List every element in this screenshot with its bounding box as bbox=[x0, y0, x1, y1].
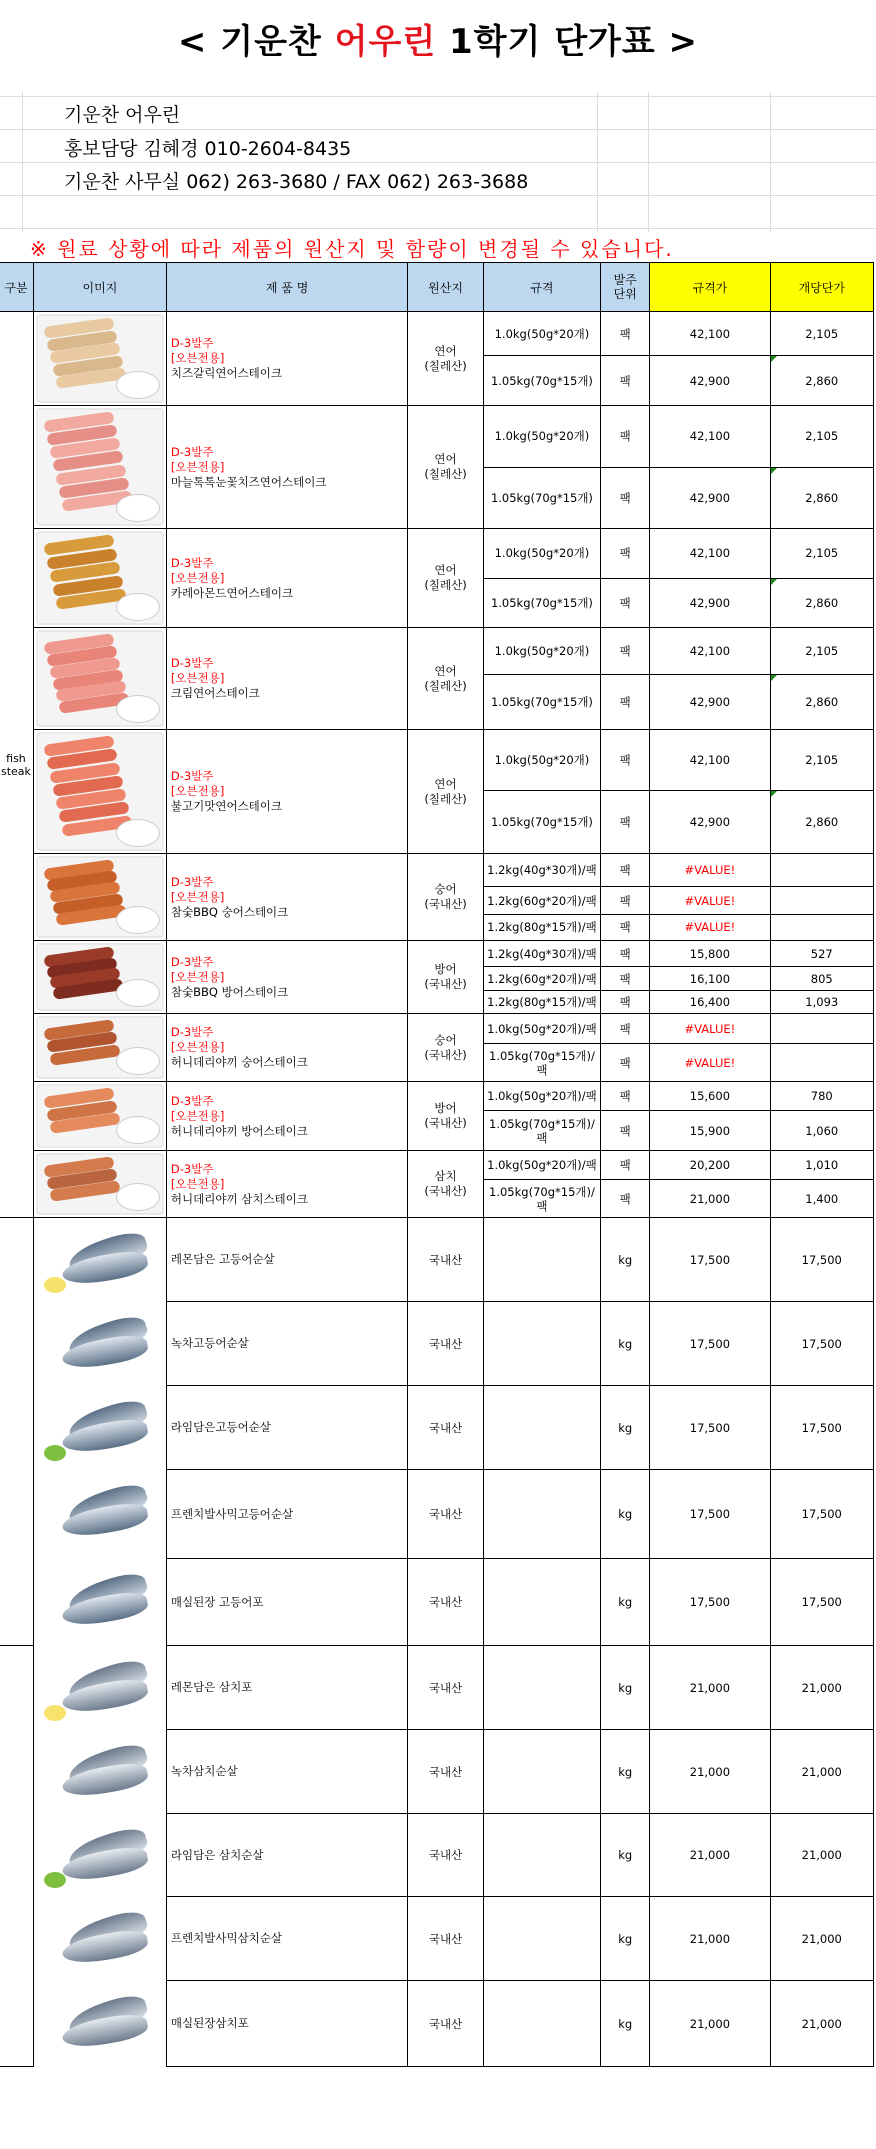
steak-tray-image bbox=[36, 732, 164, 851]
spec-price-cell: 42,900 bbox=[650, 675, 770, 730]
page-title: < 기운찬 어우린 1학기 단가표 > bbox=[177, 22, 699, 62]
spec-price-cell: 15,600 bbox=[650, 1082, 770, 1111]
product-title: 치즈갈릭연어스테이크 bbox=[170, 366, 283, 380]
order-deadline: D-3발주 bbox=[170, 954, 214, 969]
spec-cell: 1.05kg(70g*15개)/ 팩 bbox=[483, 1180, 600, 1218]
spec-price-cell: 17,500 bbox=[650, 1386, 770, 1470]
spec-price-cell: 17,500 bbox=[650, 1218, 770, 1302]
unit-price-cell: 527 bbox=[770, 941, 873, 967]
product-name: 프렌치발사믹삼치순살 bbox=[166, 1897, 407, 1981]
fish-fillet-image bbox=[38, 1649, 162, 1727]
oven-only-tag: [오븐전용] bbox=[170, 459, 225, 474]
spec-price-cell: 42,100 bbox=[650, 529, 770, 579]
origin-cell: 국내산 bbox=[408, 1730, 484, 1814]
spec-price-cell: 16,100 bbox=[650, 967, 770, 990]
unit-price-cell: 2,860 bbox=[770, 467, 873, 529]
fish-fillet-image bbox=[38, 1562, 162, 1643]
product-title: 불고기맛연어스테이크 bbox=[170, 799, 283, 813]
table-row bbox=[0, 1897, 874, 1981]
unit-cell: 팩 bbox=[601, 914, 650, 940]
spec-cell bbox=[483, 1646, 600, 1730]
unit-price-cell: 21,000 bbox=[770, 1814, 873, 1897]
product-title: 허니데리야끼 방어스테이크 bbox=[170, 1123, 308, 1138]
product-image bbox=[33, 1218, 166, 1302]
unit-cell: 팩 bbox=[601, 887, 650, 914]
spec-price-cell: 42,100 bbox=[650, 730, 770, 791]
steak-tray-image bbox=[36, 408, 164, 526]
spec-cell: 1.05kg(70g*15개) bbox=[483, 675, 600, 730]
unit-price-cell: 2,105 bbox=[770, 406, 873, 468]
oven-only-tag: [오븐전용] bbox=[170, 1176, 225, 1191]
oven-only-tag: [오븐전용] bbox=[170, 570, 225, 585]
spec-cell: 1.0kg(50g*20개)/팩 bbox=[483, 1082, 600, 1111]
spec-cell: 1.2kg(80g*15개)/팩 bbox=[483, 990, 600, 1013]
spec-cell: 1.2kg(40g*30개)/팩 bbox=[483, 854, 600, 887]
origin-cell: 연어 (칠레산) bbox=[408, 628, 484, 730]
table-row bbox=[0, 406, 874, 468]
origin-cell: 국내산 bbox=[408, 1218, 484, 1302]
spec-cell: 1.0kg(50g*20개) bbox=[483, 312, 600, 356]
origin-cell: 숭어 (국내산) bbox=[408, 1014, 484, 1082]
steak-tray-image bbox=[36, 630, 164, 727]
table-row bbox=[0, 854, 874, 887]
product-image bbox=[33, 1302, 166, 1386]
product-image bbox=[33, 1386, 166, 1470]
unit-cell: kg bbox=[601, 1814, 650, 1897]
table-row bbox=[0, 1981, 874, 2067]
product-name bbox=[166, 941, 407, 1014]
spec-price-cell: #VALUE! bbox=[650, 1044, 770, 1082]
product-name bbox=[166, 406, 407, 529]
order-deadline: D-3발주 bbox=[170, 874, 214, 889]
spec-price-cell: 17,500 bbox=[650, 1302, 770, 1386]
product-name: 레몬담은 고등어순살 bbox=[166, 1218, 407, 1302]
origin-cell: 국내산 bbox=[408, 1646, 484, 1730]
spec-price-cell: #VALUE! bbox=[650, 914, 770, 940]
spec-cell: 1.05kg(70g*15개)/ 팩 bbox=[483, 1111, 600, 1151]
spec-price-cell: 42,100 bbox=[650, 312, 770, 356]
origin-cell: 방어 (국내산) bbox=[408, 941, 484, 1014]
product-name: 녹차고등어순살 bbox=[166, 1302, 407, 1386]
spec-cell: 1.2kg(40g*30개)/팩 bbox=[483, 941, 600, 967]
unit-cell: 팩 bbox=[601, 1014, 650, 1044]
product-title: 카레아몬드연어스테이크 bbox=[170, 585, 294, 600]
product-name bbox=[166, 1151, 407, 1218]
spec-cell: 1.2kg(80g*15개)/팩 bbox=[483, 914, 600, 940]
spec-cell: 1.2kg(60g*20개)/팩 bbox=[483, 887, 600, 914]
unit-cell: 팩 bbox=[601, 356, 650, 406]
product-title: 마늘톡톡눈꽃치즈연어스테이크 bbox=[170, 474, 327, 489]
fish-fillet-image bbox=[38, 1473, 162, 1556]
header-image: 이미지 bbox=[33, 263, 166, 312]
table-row bbox=[0, 1814, 874, 1897]
table-row bbox=[0, 1218, 874, 1302]
product-name bbox=[166, 628, 407, 730]
unit-cell: 팩 bbox=[601, 628, 650, 675]
spec-price-cell: 17,500 bbox=[650, 1559, 770, 1646]
spec-price-cell: 42,900 bbox=[650, 791, 770, 854]
spec-price-cell: 15,900 bbox=[650, 1111, 770, 1151]
unit-cell: 팩 bbox=[601, 854, 650, 887]
product-name: 매실된장삼치포 bbox=[166, 1981, 407, 2067]
spec-cell: 1.0kg(50g*20개)/팩 bbox=[483, 1014, 600, 1044]
spec-cell: 1.0kg(50g*20개) bbox=[483, 406, 600, 468]
unit-price-cell: 17,500 bbox=[770, 1386, 873, 1470]
oven-only-tag: [오븐전용] bbox=[170, 671, 225, 685]
spec-cell: 1.0kg(50g*20개) bbox=[483, 529, 600, 579]
origin-cell: 국내산 bbox=[408, 1470, 484, 1559]
unit-cell: kg bbox=[601, 1386, 650, 1470]
origin-cell: 연어 (칠레산) bbox=[408, 406, 484, 529]
spec-cell: 1.05kg(70g*15개) bbox=[483, 791, 600, 854]
header-spec-price: 규격가 bbox=[650, 263, 770, 312]
order-deadline: D-3발주 bbox=[170, 336, 214, 350]
oven-only-tag: [오븐전용] bbox=[170, 784, 225, 798]
spec-price-cell: 21,000 bbox=[650, 1646, 770, 1730]
product-image bbox=[33, 854, 166, 941]
unit-cell: 팩 bbox=[601, 578, 650, 628]
spec-price-cell: 17,500 bbox=[650, 1470, 770, 1559]
price-table bbox=[0, 262, 874, 2067]
unit-price-cell: 1,400 bbox=[770, 1180, 873, 1218]
header-unit: 발주 단위 bbox=[601, 263, 650, 312]
product-image bbox=[33, 312, 166, 406]
product-title: 허니데리야끼 숭어스테이크 bbox=[170, 1055, 308, 1069]
unit-cell: 팩 bbox=[601, 1082, 650, 1111]
unit-price-cell bbox=[770, 887, 873, 914]
product-name: 라임담은 삼치순살 bbox=[166, 1814, 407, 1897]
unit-cell: kg bbox=[601, 1302, 650, 1386]
table-header-row bbox=[0, 263, 874, 312]
spec-price-cell: 15,800 bbox=[650, 941, 770, 967]
unit-price-cell: 1,060 bbox=[770, 1111, 873, 1151]
steak-tray-image bbox=[36, 943, 164, 1011]
unit-price-cell: 17,500 bbox=[770, 1470, 873, 1559]
category-cell bbox=[0, 1218, 33, 1646]
unit-price-cell: 1,010 bbox=[770, 1151, 873, 1180]
fish-fillet-image bbox=[38, 1984, 162, 2064]
fish-fillet-image bbox=[38, 1305, 162, 1383]
fish-fillet-image bbox=[38, 1389, 162, 1467]
spec-price-cell: 21,000 bbox=[650, 1814, 770, 1897]
spec-cell: 1.0kg(50g*20개) bbox=[483, 628, 600, 675]
product-title: 참숯BBQ 방어스테이크 bbox=[170, 984, 289, 999]
origin-cell: 삼치 (국내산) bbox=[408, 1151, 484, 1218]
spec-cell: 1.05kg(70g*15개) bbox=[483, 578, 600, 628]
oven-only-tag: [오븐전용] bbox=[170, 1108, 225, 1123]
product-image bbox=[33, 1559, 166, 1646]
product-image bbox=[33, 1730, 166, 1814]
spec-cell bbox=[483, 1470, 600, 1559]
unit-cell: 팩 bbox=[601, 1111, 650, 1151]
unit-cell: 팩 bbox=[601, 730, 650, 791]
unit-price-cell bbox=[770, 854, 873, 887]
unit-price-cell: 805 bbox=[770, 967, 873, 990]
spec-cell: 1.2kg(60g*20개)/팩 bbox=[483, 967, 600, 990]
product-image bbox=[33, 1646, 166, 1730]
spec-cell: 1.0kg(50g*20개) bbox=[483, 730, 600, 791]
spec-cell bbox=[483, 1218, 600, 1302]
order-deadline: D-3발주 bbox=[170, 1093, 214, 1108]
unit-cell: kg bbox=[601, 1897, 650, 1981]
unit-price-cell bbox=[770, 1044, 873, 1082]
product-image bbox=[33, 1814, 166, 1897]
product-image bbox=[33, 1151, 166, 1218]
product-title: 참숯BBQ 숭어스테이크 bbox=[170, 904, 289, 919]
steak-tray-image bbox=[36, 856, 164, 938]
spec-cell bbox=[483, 1559, 600, 1646]
table-row bbox=[0, 1646, 874, 1730]
unit-cell: 팩 bbox=[601, 990, 650, 1013]
table-row bbox=[0, 312, 874, 356]
product-image bbox=[33, 406, 166, 529]
product-image bbox=[33, 1897, 166, 1981]
header-origin: 원산지 bbox=[408, 263, 484, 312]
spec-cell bbox=[483, 1302, 600, 1386]
spec-price-cell: 21,000 bbox=[650, 1981, 770, 2067]
unit-price-cell: 21,000 bbox=[770, 1981, 873, 2067]
order-deadline: D-3발주 bbox=[170, 444, 214, 459]
spec-cell bbox=[483, 1730, 600, 1814]
unit-price-cell: 2,105 bbox=[770, 529, 873, 579]
unit-price-cell: 1,093 bbox=[770, 990, 873, 1013]
product-name bbox=[166, 529, 407, 628]
spec-cell bbox=[483, 1386, 600, 1470]
product-image bbox=[33, 1470, 166, 1559]
origin-cell: 국내산 bbox=[408, 1981, 484, 2067]
origin-cell: 숭어 (국내산) bbox=[408, 854, 484, 941]
table-row bbox=[0, 1559, 874, 1646]
product-name: 레몬담은 삼치포 bbox=[166, 1646, 407, 1730]
order-deadline: D-3발주 bbox=[170, 656, 214, 670]
order-deadline: D-3발주 bbox=[170, 1161, 214, 1176]
table-row bbox=[0, 529, 874, 579]
header-product: 제 품 명 bbox=[166, 263, 407, 312]
table-row bbox=[0, 1386, 874, 1470]
unit-price-cell: 2,105 bbox=[770, 628, 873, 675]
product-image bbox=[33, 1082, 166, 1151]
origin-cell: 연어 (칠레산) bbox=[408, 529, 484, 628]
unit-price-cell: 21,000 bbox=[770, 1897, 873, 1981]
origin-cell: 국내산 bbox=[408, 1386, 484, 1470]
header-category: 구분 bbox=[0, 263, 33, 312]
table-row bbox=[0, 941, 874, 967]
oven-only-tag: [오븐전용] bbox=[170, 969, 225, 984]
unit-cell: 팩 bbox=[601, 967, 650, 990]
spec-price-cell: #VALUE! bbox=[650, 854, 770, 887]
product-name: 녹차삼치순살 bbox=[166, 1730, 407, 1814]
steak-tray-image bbox=[36, 531, 164, 625]
table-row bbox=[0, 1470, 874, 1559]
table-row bbox=[0, 1302, 874, 1386]
product-name bbox=[166, 1014, 407, 1082]
unit-cell: 팩 bbox=[601, 406, 650, 468]
product-name bbox=[166, 854, 407, 941]
origin-cell: 국내산 bbox=[408, 1897, 484, 1981]
unit-price-cell: 21,000 bbox=[770, 1646, 873, 1730]
product-title: 허니데리야끼 삼치스테이크 bbox=[170, 1191, 308, 1206]
notice-text: ※ 원료 상황에 따라 제품의 원산지 및 함량이 변경될 수 있습니다. bbox=[30, 237, 674, 261]
product-title: 크림연어스테이크 bbox=[170, 686, 260, 700]
product-name: 매실된장 고등어포 bbox=[166, 1559, 407, 1646]
table-row bbox=[0, 1014, 874, 1044]
table-row bbox=[0, 730, 874, 791]
steak-tray-image bbox=[36, 1153, 164, 1215]
unit-price-cell: 2,105 bbox=[770, 312, 873, 356]
info-office: 기운찬 사무실 062) 263-3680 / FAX 062) 263-3688 bbox=[64, 171, 529, 193]
header-unit-price: 개당단가 bbox=[770, 263, 873, 312]
table-row bbox=[0, 1151, 874, 1180]
spec-price-cell: 21,000 bbox=[650, 1897, 770, 1981]
product-name bbox=[166, 730, 407, 854]
product-name: 라임담은고등어순살 bbox=[166, 1386, 407, 1470]
spec-cell bbox=[483, 1814, 600, 1897]
order-deadline: D-3발주 bbox=[170, 555, 214, 570]
category-cell bbox=[0, 1646, 33, 2067]
spec-price-cell: 42,100 bbox=[650, 628, 770, 675]
unit-cell: kg bbox=[601, 1470, 650, 1559]
steak-tray-image bbox=[36, 314, 164, 403]
product-image bbox=[33, 730, 166, 854]
order-deadline: D-3발주 bbox=[170, 769, 214, 783]
product-image bbox=[33, 1014, 166, 1082]
origin-cell: 국내산 bbox=[408, 1302, 484, 1386]
unit-cell: 팩 bbox=[601, 791, 650, 854]
table-row bbox=[0, 1730, 874, 1814]
spec-cell: 1.0kg(50g*20개)/팩 bbox=[483, 1151, 600, 1180]
unit-cell: 팩 bbox=[601, 1151, 650, 1180]
unit-cell: 팩 bbox=[601, 1044, 650, 1082]
table-row bbox=[0, 628, 874, 675]
product-name bbox=[166, 1082, 407, 1151]
spec-price-cell: 16,400 bbox=[650, 990, 770, 1013]
fish-fillet-image bbox=[38, 1900, 162, 1978]
spec-price-cell: 20,200 bbox=[650, 1151, 770, 1180]
spec-price-cell: 42,900 bbox=[650, 467, 770, 529]
oven-only-tag: [오븐전용] bbox=[170, 1040, 225, 1054]
origin-cell: 국내산 bbox=[408, 1559, 484, 1646]
spec-price-cell: #VALUE! bbox=[650, 1014, 770, 1044]
unit-cell: 팩 bbox=[601, 312, 650, 356]
spec-price-cell: 42,100 bbox=[650, 406, 770, 468]
origin-cell: 연어 (칠레산) bbox=[408, 730, 484, 854]
steak-tray-image bbox=[36, 1016, 164, 1079]
product-image bbox=[33, 941, 166, 1014]
product-name: 프렌치발사믹고등어순살 bbox=[166, 1470, 407, 1559]
fish-fillet-image bbox=[38, 1733, 162, 1811]
header-spec: 규격 bbox=[483, 263, 600, 312]
product-image bbox=[33, 1981, 166, 2067]
spec-price-cell: 21,000 bbox=[650, 1180, 770, 1218]
table-row bbox=[0, 1082, 874, 1111]
unit-cell: kg bbox=[601, 1559, 650, 1646]
unit-cell: 팩 bbox=[601, 467, 650, 529]
unit-price-cell: 2,860 bbox=[770, 675, 873, 730]
origin-cell: 연어 (칠레산) bbox=[408, 312, 484, 406]
unit-cell: kg bbox=[601, 1646, 650, 1730]
info-contact: 홍보담당 김혜경 010-2604-8435 bbox=[64, 138, 352, 160]
oven-only-tag: [오븐전용] bbox=[170, 889, 225, 904]
spec-price-cell: 42,900 bbox=[650, 578, 770, 628]
unit-cell: kg bbox=[601, 1730, 650, 1814]
fish-fillet-image bbox=[38, 1221, 162, 1299]
info-company: 기운찬 어우린 bbox=[64, 104, 181, 126]
spec-cell bbox=[483, 1981, 600, 2067]
origin-cell: 국내산 bbox=[408, 1814, 484, 1897]
spec-cell: 1.05kg(70g*15개) bbox=[483, 356, 600, 406]
spec-price-cell: #VALUE! bbox=[650, 887, 770, 914]
spec-price-cell: 21,000 bbox=[650, 1730, 770, 1814]
unit-price-cell: 2,105 bbox=[770, 730, 873, 791]
unit-price-cell bbox=[770, 1014, 873, 1044]
fish-fillet-image bbox=[38, 1817, 162, 1894]
spec-cell: 1.05kg(70g*15개) bbox=[483, 467, 600, 529]
product-image bbox=[33, 628, 166, 730]
unit-cell: 팩 bbox=[601, 675, 650, 730]
origin-cell: 방어 (국내산) bbox=[408, 1082, 484, 1151]
spec-cell: 1.05kg(70g*15개)/ 팩 bbox=[483, 1044, 600, 1082]
unit-price-cell: 2,860 bbox=[770, 791, 873, 854]
unit-cell: kg bbox=[601, 1218, 650, 1302]
unit-price-cell: 17,500 bbox=[770, 1218, 873, 1302]
product-image bbox=[33, 529, 166, 628]
order-deadline: D-3발주 bbox=[170, 1025, 214, 1039]
unit-price-cell: 2,860 bbox=[770, 356, 873, 406]
spec-cell bbox=[483, 1897, 600, 1981]
unit-price-cell: 780 bbox=[770, 1082, 873, 1111]
unit-price-cell: 21,000 bbox=[770, 1730, 873, 1814]
steak-tray-image bbox=[36, 1084, 164, 1148]
unit-cell: kg bbox=[601, 1981, 650, 2067]
unit-price-cell: 17,500 bbox=[770, 1559, 873, 1646]
unit-price-cell: 17,500 bbox=[770, 1302, 873, 1386]
spec-price-cell: 42,900 bbox=[650, 356, 770, 406]
unit-cell: 팩 bbox=[601, 529, 650, 579]
unit-price-cell: 2,860 bbox=[770, 578, 873, 628]
oven-only-tag: [오븐전용] bbox=[170, 351, 225, 365]
unit-cell: 팩 bbox=[601, 941, 650, 967]
category-cell: fish steak bbox=[0, 312, 33, 1218]
product-name bbox=[166, 312, 407, 406]
unit-price-cell bbox=[770, 914, 873, 940]
unit-cell: 팩 bbox=[601, 1180, 650, 1218]
